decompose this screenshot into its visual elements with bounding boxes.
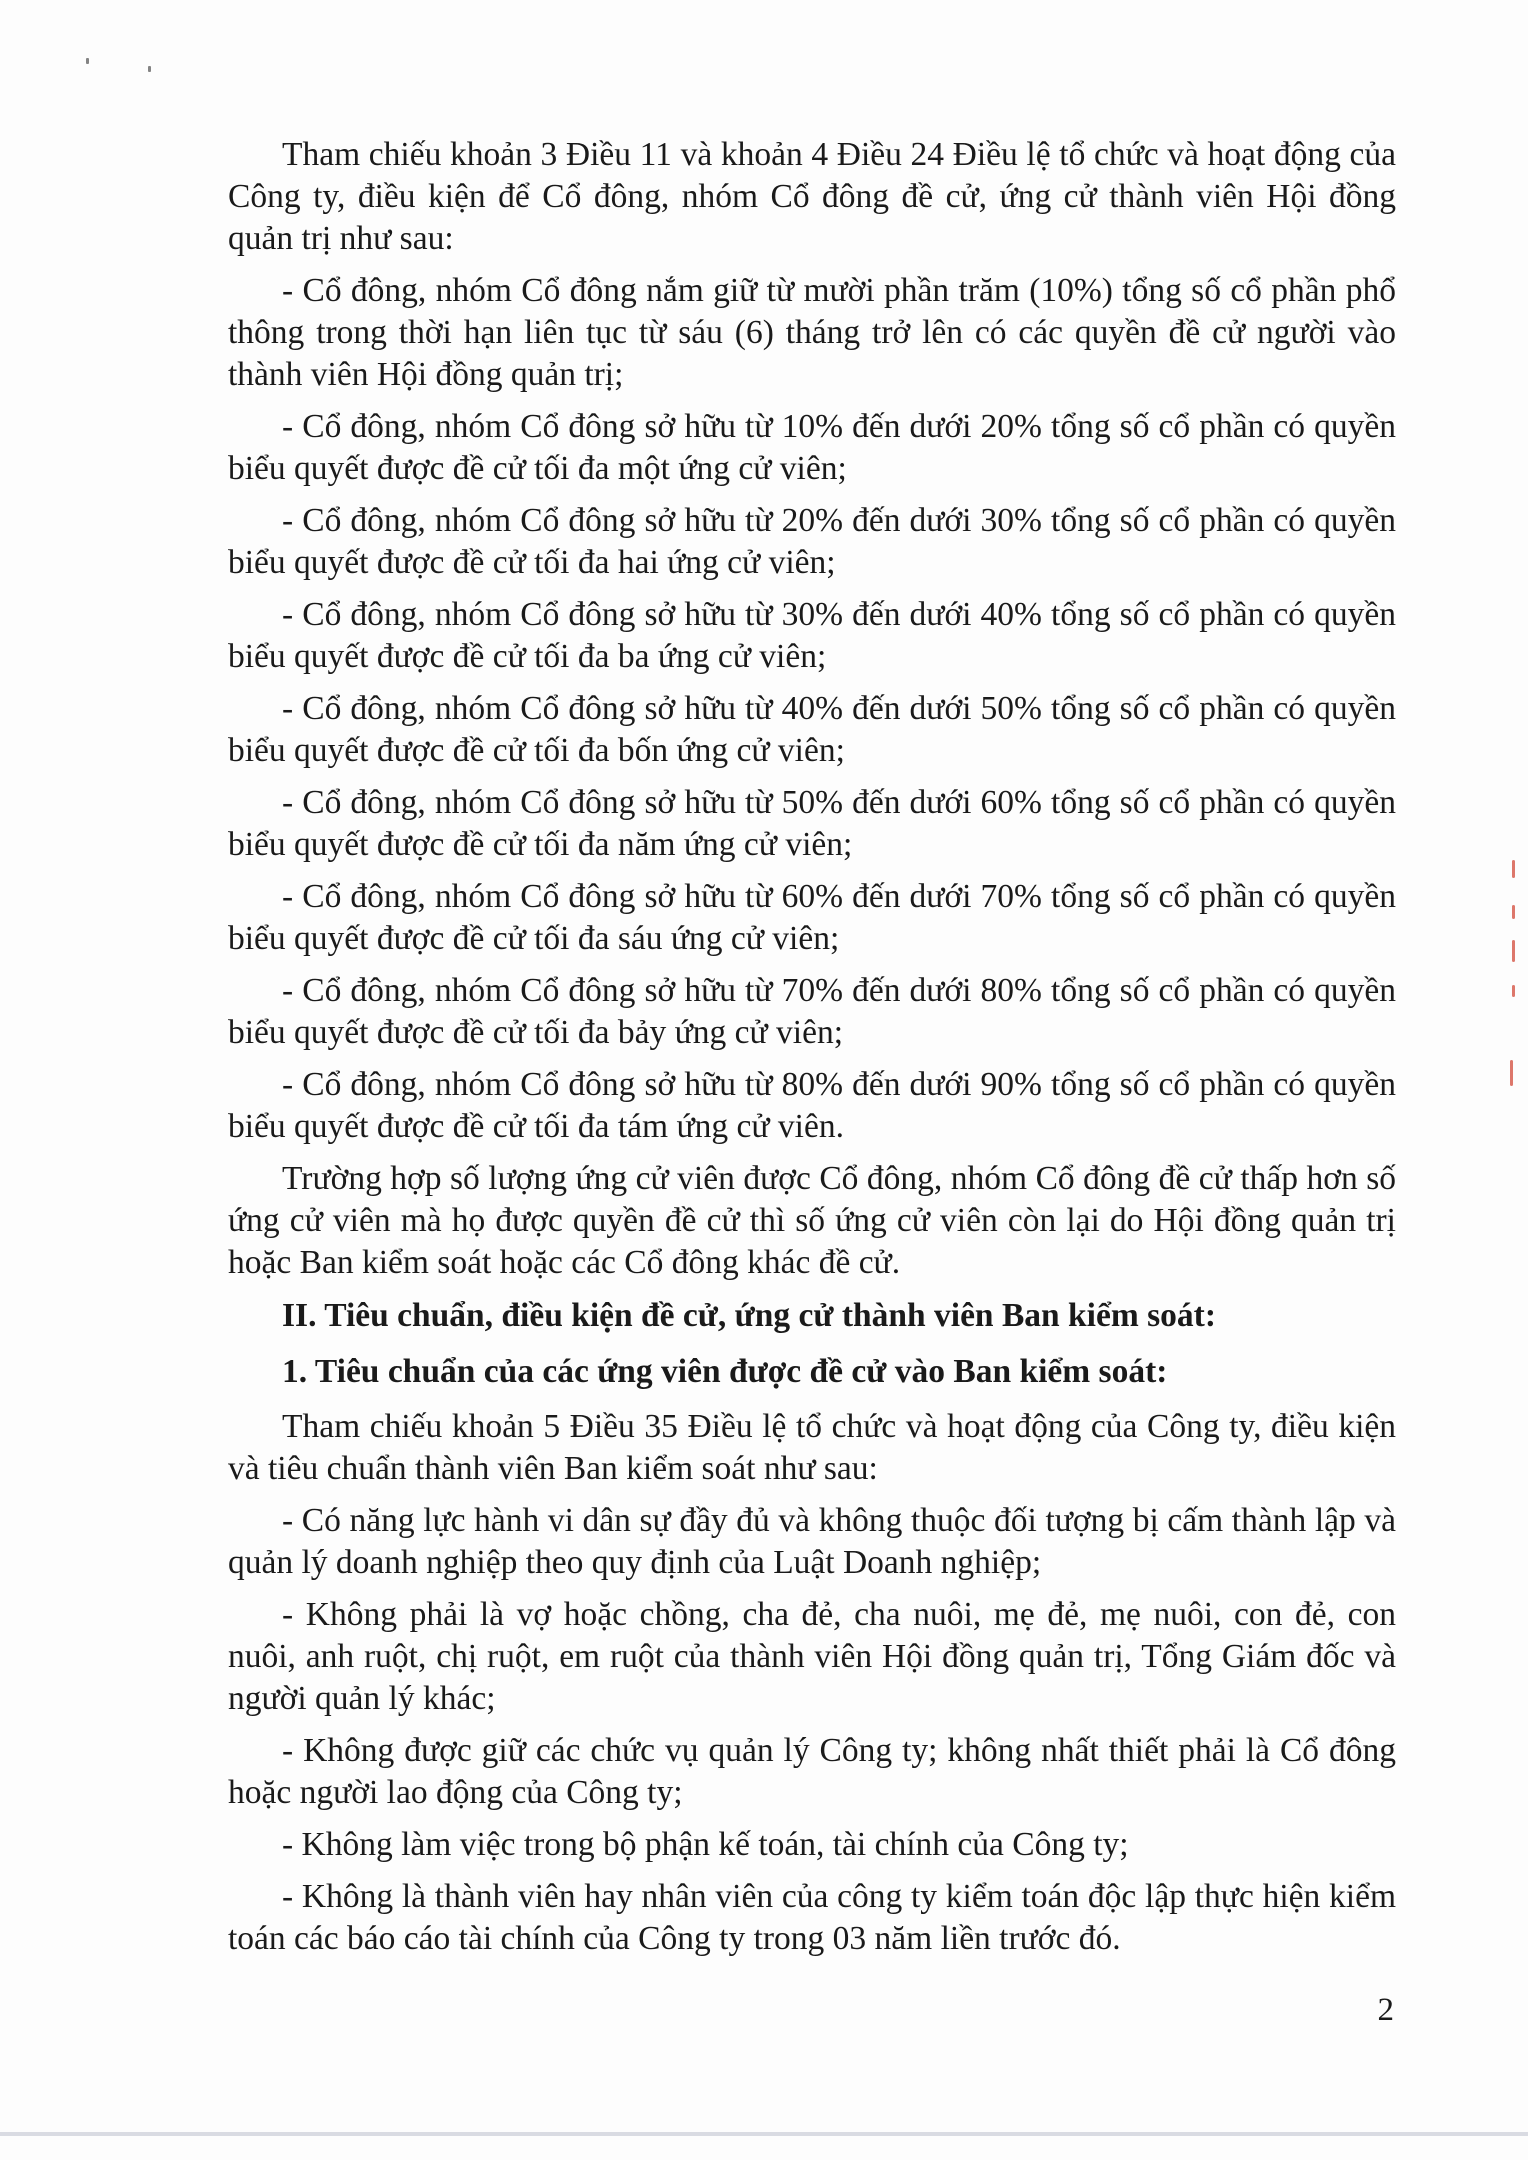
list-item-50-60: - Cổ đông, nhóm Cổ đông sở hữu từ 50% đến dưới 60% tổng số cổ phần có quyền biểu quyết được đề cử tối đa năm ứng cử viên; [228, 784, 1396, 863]
scan-edge-mark [1512, 860, 1515, 878]
criteria-item-capacity: - Có năng lực hành vi dân sự đầy đủ và không thuộc đối tượng bị cấm thành lập và quản lý doanh nghiệp theo quy định của Luật Doanh nghiệp; [228, 1502, 1396, 1581]
intro-paragraph: Tham chiếu khoản 3 Điều 11 và khoản 4 Điều 24 Điều lệ tổ chức và hoạt động của Công ty, điều kiện để Cổ đông, nhóm Cổ đông đề cử, ứng cử thành viên Hội đồng quản trị như sau: [228, 136, 1396, 257]
criteria-item-accounting: - Không làm việc trong bộ phận kế toán, tài chính của Công ty; [282, 1826, 1129, 1863]
remaining-candidates-paragraph: Trường hợp số lượng ứng cử viên được Cổ đông, nhóm Cổ đông đề cử thấp hơn số ứng cử viên mà họ được quyền đề cử thì số ứng cử viên còn lại do Hội đồng quản trị hoặc Ban kiểm soát hoặc các Cổ đông khác đề cử. [228, 1160, 1396, 1281]
list-item-60-70: - Cổ đông, nhóm Cổ đông sở hữu từ 60% đến dưới 70% tổng số cổ phần có quyền biểu quyết được đề cử tối đa sáu ứng cử viên; [228, 878, 1396, 957]
list-item-10-20: - Cổ đông, nhóm Cổ đông sở hữu từ 10% đến dưới 20% tổng số cổ phần có quyền biểu quyết được đề cử tối đa một ứng cử viên; [228, 408, 1396, 487]
list-item-20-30: - Cổ đông, nhóm Cổ đông sở hữu từ 20% đến dưới 30% tổng số cổ phần có quyền biểu quyết được đề cử tối đa hai ứng cử viên; [228, 502, 1396, 581]
subsection-heading: 1. Tiêu chuẩn của các ứng viên được đề cử vào Ban kiểm soát: [282, 1353, 1168, 1390]
page-number: 2 [1377, 1992, 1394, 2028]
list-item-nomination-right: - Cổ đông, nhóm Cổ đông nắm giữ từ mười phần trăm (10%) tổng số cổ phần phổ thông trong thời hạn liên tục từ sáu (6) tháng trở lên có các quyền đề cử người vào thành viên Hội đồng quản trị; [228, 272, 1396, 393]
scan-speck [86, 58, 89, 64]
scan-bottom-edge [0, 2132, 1528, 2136]
supervisory-intro-paragraph: Tham chiếu khoản 5 Điều 35 Điều lệ tổ chức và hoạt động của Công ty, điều kiện và tiêu chuẩn thành viên Ban kiểm soát như sau: [228, 1408, 1396, 1487]
list-item-30-40: - Cổ đông, nhóm Cổ đông sở hữu từ 30% đến dưới 40% tổng số cổ phần có quyền biểu quyết được đề cử tối đa ba ứng cử viên; [228, 596, 1396, 675]
criteria-item-management: - Không được giữ các chức vụ quản lý Công ty; không nhất thiết phải là Cổ đông hoặc người lao động của Công ty; [228, 1732, 1396, 1811]
scan-edge-mark [1512, 985, 1515, 997]
criteria-item-relatives: - Không phải là vợ hoặc chồng, cha đẻ, cha nuôi, mẹ đẻ, mẹ nuôi, con đẻ, con nuôi, anh ruột, chị ruột, em ruột của thành viên Hội đồng quản trị, Tổng Giám đốc và người quản lý khác; [228, 1596, 1396, 1717]
scan-edge-mark [1512, 940, 1515, 962]
list-item-40-50: - Cổ đông, nhóm Cổ đông sở hữu từ 40% đến dưới 50% tổng số cổ phần có quyền biểu quyết được đề cử tối đa bốn ứng cử viên; [228, 690, 1396, 769]
section-heading: II. Tiêu chuẩn, điều kiện đề cử, ứng cử thành viên Ban kiểm soát: [282, 1297, 1216, 1334]
scan-speck [148, 66, 151, 72]
scan-edge-mark [1510, 1060, 1513, 1086]
list-item-70-80: - Cổ đông, nhóm Cổ đông sở hữu từ 70% đến dưới 80% tổng số cổ phần có quyền biểu quyết được đề cử tối đa bảy ứng cử viên; [228, 972, 1396, 1051]
scan-edge-mark [1512, 905, 1515, 919]
list-item-80-90: - Cổ đông, nhóm Cổ đông sở hữu từ 80% đến dưới 90% tổng số cổ phần có quyền biểu quyết được đề cử tối đa tám ứng cử viên. [228, 1066, 1396, 1145]
criteria-item-auditor: - Không là thành viên hay nhân viên của công ty kiểm toán độc lập thực hiện kiểm toán các báo cáo tài chính của Công ty trong 03 năm liền trước đó. [228, 1878, 1396, 1957]
document-body [228, 134, 1396, 1970]
